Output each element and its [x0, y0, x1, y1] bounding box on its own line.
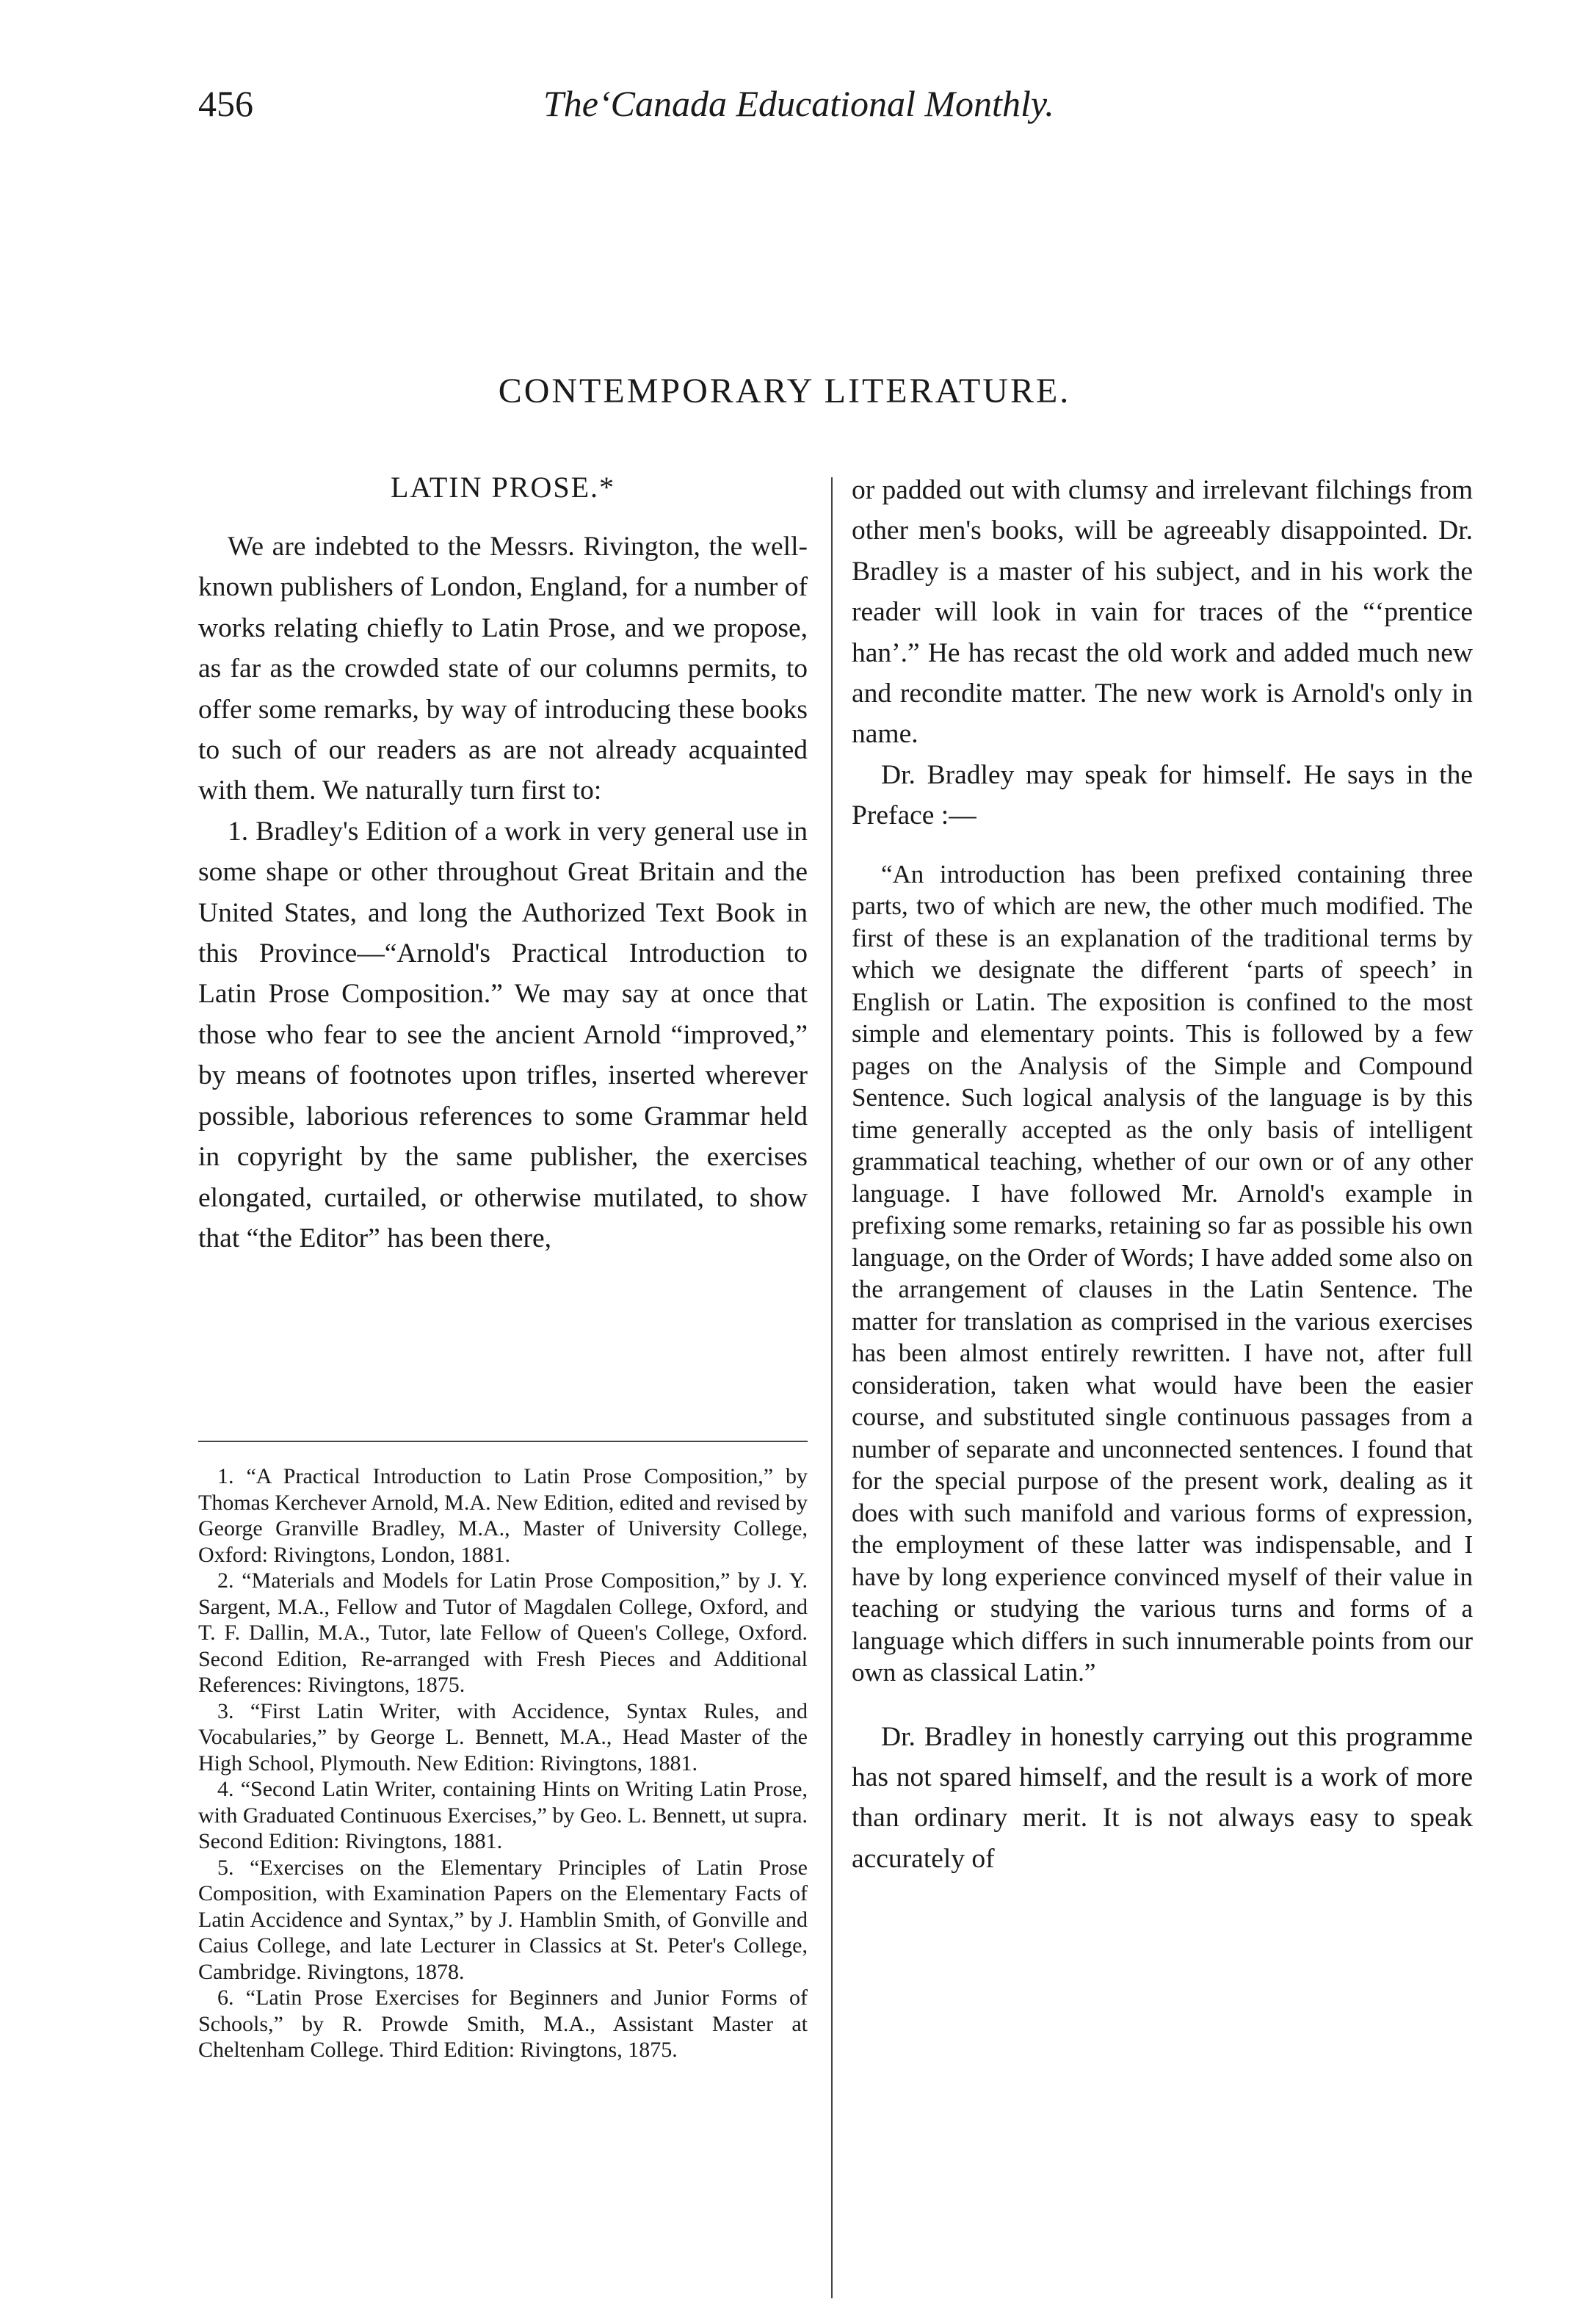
intro-paragraph: We are indebted to the Messrs. Rivington, the well-known publishers of London, England, for a number of works relating chiefly to Latin Prose, and we propose, as far as the crowded state of our columns permits, to offer some remarks, by way of introducing these books to such of our readers as are not already acquainted with them. We naturally turn first to: — [198, 532, 808, 806]
footnotes — [198, 1463, 808, 2063]
preface-quote: “An introduction has been prefixed containing three parts, two of which are new, the other much modified. The first of these is an explanation of the traditional terms by which we designate the different ‘parts of speech’ in English or Latin. The exposition is confined to the most simple and elementary points. This is followed by a few pages on the Analysis of the Simple and Compound Sentence. Such logical analysis of the language is by this time generally accepted as the only basis of intelligent grammatical teaching, whether of our own or of any other language. I have followed Mr. Arnold's example in prefixing some remarks, retaining so far as possible his own language, on the Order of Words; I have added some also on the arrangement of clauses in the Latin Sentence. The matter for translation as comprised in the various exercises has been almost entirely rewritten. I have not, after full consideration, taken what would have been the easier course, and substituted single continuous passages from a number of separate and unconnected sentences. I found that for the special purpose of the present work, dealing as it does with such manifold and various forms of expression, the employment of these latter was indispensable, and I have by long experience convinced myself of their value in teaching or studying the various turns and forms of a language which differs in such innumerable points from our own as classical Latin.” — [852, 859, 1474, 1687]
footnote: 3. “First Latin Writer, with Accidence, Syntax Rules, and Vocabularies,” by George L. Bennett, M.A., Head Master of the High School, Plymouth. New Edition: Rivingtons, 1881. — [198, 1698, 808, 1775]
footnote-divider — [198, 1441, 808, 1442]
footnote: 2. “Materials and Models for Latin Prose Composition,” by J. Y. Sargent, M.A., Fellow and Tutor of Magdalen College, Oxford, and T. F. Dallin, M.A., Tutor, late Fellow of Queen's College, Oxford. Second Edition, Re-arranged with Fresh Pieces and Additional References: Rivingtons, 1875. — [198, 1568, 808, 1697]
footnote: 4. “Second Latin Writer, containing Hints on Writing Latin Prose, with Graduated Continuous Exercises,” by Geo. L. Bennett, ut supra. Second Edition: Rivingtons, 1881. — [198, 1777, 808, 1853]
left-column — [198, 470, 808, 1259]
footnote: 5. “Exercises on the Elementary Principles of Latin Prose Composition, with Examination Papers on the Elementary Facts of Latin Accidence and Syntax,” by J. Hamblin Smith, of Gonville and Caius College, and late Lecturer in Classics at St. Peter's College, Cambridge. Rivingtons, 1878. — [198, 1855, 808, 1984]
bradley-paragraph: 1. Bradley's Edition of a work in very general use in some shape or other throughout Great Britain and the United States, and long the Authorized Text Book in this Province—“Arnold's Practical Introduction to Latin Prose Composition.” We may say at once that those who fear to see the ancient Arnold “improved,” by means of footnotes upon trifles, inserted wherever possible, laborious references to some Grammar held in copyright by the same publisher, the exercises elongated, curtailed, or otherwise mutilated, to show that “the Editor” has been there, — [198, 816, 808, 1253]
article-heading: LATIN PROSE.* — [390, 471, 616, 504]
section-title: CONTEMPORARY LITERATURE. — [498, 372, 1071, 410]
preface-intro-paragraph: Dr. Bradley may speak for himself. He says in the Preface :— — [852, 759, 1473, 831]
footnote: 1. “A Practical Introduction to Latin Prose Composition,” by Thomas Kerchever Arnold, M.A. New Edition, edited and revised by George Granville Bradley, M.A., Master of University College, Oxford: Rivingtons, London, 1881. — [198, 1464, 808, 1567]
continuation-paragraph: or padded out with clumsy and irrelevant filchings from other men's books, will be agreeably disappointed. Dr. Bradley is a master of his subject, and in his work the reader will look in vain for traces of the “‘prentice han’.” He has recast the old work and added much new and recondite matter. The new work is Arnold's only in name. — [852, 475, 1473, 750]
column-divider — [831, 477, 833, 2298]
closing-paragraph: Dr. Bradley in honestly carrying out this programme has not spared himself, and the result is a work of more than ordinary merit. It is not always easy to speak accurately of — [852, 1721, 1473, 1874]
page-number: 456 — [198, 83, 253, 124]
running-header — [198, 82, 1468, 141]
running-title: The‘Canada Educational Monthly. — [543, 83, 1054, 124]
footnote: 6. “Latin Prose Exercises for Beginners and Junior Forms of Schools,” by R. Prowde Smith, M.A., Assistant Master at Cheltenham College. Third Edition: Rivingtons, 1875. — [198, 1985, 808, 2062]
right-column — [852, 470, 1473, 1879]
